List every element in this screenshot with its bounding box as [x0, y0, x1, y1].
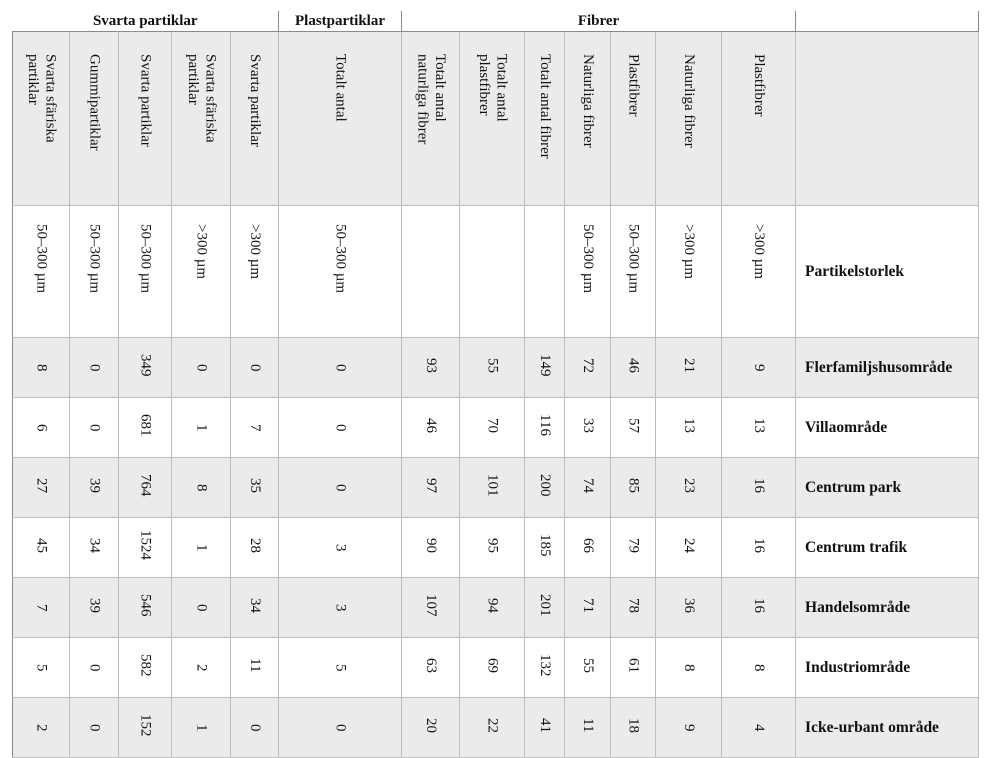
row-label: Centrum park — [796, 458, 979, 518]
row-label: Centrum trafik — [796, 518, 979, 578]
table-cell — [722, 578, 796, 638]
cell-value: 74 — [580, 477, 597, 493]
table-cell — [525, 398, 565, 458]
cell-value: 0 — [86, 663, 103, 671]
cell-value: 149 — [537, 353, 554, 377]
cell-value: 0 — [193, 603, 210, 611]
cell-value: 55 — [484, 357, 501, 373]
table-cell — [279, 698, 402, 758]
table-cell — [460, 518, 525, 578]
table-cell — [656, 398, 722, 458]
table-cell — [611, 638, 656, 698]
table-cell — [70, 458, 119, 518]
row-label: Handelsområde — [796, 578, 979, 638]
table-cell — [13, 698, 70, 758]
cell-value: 94 — [484, 597, 501, 613]
column-header-cell — [402, 32, 460, 206]
table-cell — [279, 578, 402, 638]
cell-value: 6 — [33, 423, 50, 431]
table-cell — [565, 338, 611, 398]
cell-value: 28 — [247, 537, 264, 553]
particle-size-label: Partikelstorlek — [796, 206, 979, 338]
table-cell — [172, 638, 231, 698]
row-label-header-cell — [796, 32, 979, 206]
table-cell — [611, 518, 656, 578]
group-fibrer: Fibrer — [402, 11, 796, 32]
table-cell — [402, 398, 460, 458]
cell-value: 16 — [751, 477, 768, 493]
column-header-cell — [460, 32, 525, 206]
column-header-label: Totalt antal fibrer — [537, 54, 554, 159]
cell-value: 24 — [681, 537, 698, 553]
cell-value: 39 — [86, 477, 103, 493]
table-cell — [722, 518, 796, 578]
cell-value: 36 — [681, 597, 698, 613]
cell-value: 85 — [625, 477, 642, 493]
particle-size-value: 50–300 µm — [137, 224, 154, 294]
table-cell — [525, 578, 565, 638]
cell-value: 78 — [625, 597, 642, 613]
column-header-label: Naturliga fibrer — [681, 54, 698, 148]
table-cell — [565, 638, 611, 698]
table-cell — [402, 698, 460, 758]
cell-value: 21 — [681, 357, 698, 373]
table-cell — [525, 698, 565, 758]
table-cell — [119, 458, 172, 518]
column-header-label: Plastfibrer — [751, 54, 768, 117]
particle-size-value: >300 µm — [193, 224, 210, 280]
cell-value: 7 — [33, 603, 50, 611]
table-cell — [565, 698, 611, 758]
table-cell — [172, 398, 231, 458]
cell-value: 33 — [580, 417, 597, 433]
cell-value: 7 — [247, 423, 264, 431]
particle-size-value: 50–300 µm — [33, 224, 50, 294]
table-cell — [460, 698, 525, 758]
cell-value: 152 — [137, 713, 154, 737]
table-cell — [460, 458, 525, 518]
table-cell — [231, 398, 279, 458]
table-cell — [656, 458, 722, 518]
table-cell — [231, 578, 279, 638]
column-header-cell — [565, 32, 611, 206]
particle-size-value: >300 µm — [681, 224, 698, 280]
table-cell — [722, 638, 796, 698]
cell-value: 1 — [193, 723, 210, 731]
table-cell — [611, 578, 656, 638]
table-cell — [13, 458, 70, 518]
table-cell — [279, 458, 402, 518]
table-cell — [565, 398, 611, 458]
column-header-cell — [656, 32, 722, 206]
cell-value: 13 — [681, 417, 698, 433]
cell-value: 11 — [247, 657, 264, 673]
cell-value: 3 — [332, 543, 349, 551]
cell-value: 34 — [247, 597, 264, 613]
cell-value: 1524 — [137, 530, 154, 560]
table-cell — [722, 398, 796, 458]
cell-value: 72 — [580, 357, 597, 373]
cell-value: 8 — [193, 483, 210, 491]
particle-size-cell — [611, 206, 656, 338]
cell-value: 185 — [537, 533, 554, 557]
cell-value: 8 — [681, 663, 698, 671]
particle-size-cell — [402, 206, 460, 338]
cell-value: 0 — [86, 363, 103, 371]
cell-value: 46 — [423, 417, 440, 433]
column-header-cell — [119, 32, 172, 206]
table-cell — [656, 698, 722, 758]
cell-value: 16 — [751, 597, 768, 613]
cell-value: 95 — [484, 537, 501, 553]
table-cell — [231, 698, 279, 758]
particle-size-value: 50–300 µm — [86, 224, 103, 294]
table-cell — [231, 458, 279, 518]
column-header-cell — [722, 32, 796, 206]
table-cell — [70, 578, 119, 638]
cell-value: 5 — [33, 663, 50, 671]
table-cell — [119, 698, 172, 758]
cell-value: 55 — [580, 657, 597, 673]
table-cell — [402, 458, 460, 518]
cell-value: 93 — [423, 357, 440, 373]
table-cell — [279, 518, 402, 578]
cell-value: 18 — [625, 717, 642, 733]
cell-value: 0 — [86, 423, 103, 431]
group-header-row — [13, 11, 979, 32]
table-cell — [231, 338, 279, 398]
cell-value: 107 — [423, 593, 440, 617]
cell-value: 764 — [137, 473, 154, 497]
table-cell — [525, 518, 565, 578]
particle-size-cell — [231, 206, 279, 338]
cell-value: 90 — [423, 537, 440, 553]
particle-size-cell — [460, 206, 525, 338]
table-cell — [565, 518, 611, 578]
table-cell — [13, 638, 70, 698]
cell-value: 1 — [193, 423, 210, 431]
column-header-label: Svarta partiklar — [137, 54, 154, 147]
cell-value: 8 — [33, 363, 50, 371]
table-row — [13, 578, 979, 638]
table-row — [13, 338, 979, 398]
table-cell — [70, 398, 119, 458]
table-cell — [402, 578, 460, 638]
cell-value: 22 — [484, 717, 501, 733]
particle-table — [12, 11, 979, 758]
column-header-row — [13, 32, 979, 206]
cell-value: 0 — [247, 363, 264, 371]
cell-value: 34 — [86, 537, 103, 553]
table-cell — [611, 338, 656, 398]
cell-value: 0 — [86, 723, 103, 731]
column-header-label: Svarta partiklar — [247, 54, 264, 147]
table-cell — [119, 638, 172, 698]
table-cell — [172, 578, 231, 638]
cell-value: 3 — [332, 603, 349, 611]
table-cell — [279, 638, 402, 698]
column-header-cell — [172, 32, 231, 206]
table-cell — [119, 338, 172, 398]
row-label: Flerfamiljshusområde — [796, 338, 979, 398]
table-cell — [565, 458, 611, 518]
column-header-label: Svarta sfäriska partiklar — [25, 54, 59, 143]
column-header-cell — [525, 32, 565, 206]
cell-value: 9 — [751, 363, 768, 371]
cell-value: 2 — [193, 663, 210, 671]
particle-size-cell — [172, 206, 231, 338]
cell-value: 0 — [332, 723, 349, 731]
table-cell — [231, 638, 279, 698]
cell-value: 132 — [537, 653, 554, 677]
table-cell — [70, 698, 119, 758]
table-cell — [525, 458, 565, 518]
cell-value: 79 — [625, 537, 642, 553]
cell-value: 70 — [484, 417, 501, 433]
particle-size-cell — [70, 206, 119, 338]
particle-size-value: 50–300 µm — [332, 224, 349, 294]
cell-value: 41 — [537, 717, 554, 733]
row-label: Villaområde — [796, 398, 979, 458]
particle-size-cell — [565, 206, 611, 338]
column-header-label: Totalt antal naturliga fibrer — [414, 54, 448, 145]
table-cell — [119, 518, 172, 578]
cell-value: 1 — [193, 543, 210, 551]
table-cell — [525, 338, 565, 398]
cell-value: 97 — [423, 477, 440, 493]
column-header-label: Gummipartiklar — [86, 54, 103, 151]
table-cell — [70, 518, 119, 578]
table-cell — [656, 338, 722, 398]
cell-value: 57 — [625, 417, 642, 433]
particle-size-value: 50–300 µm — [580, 224, 597, 294]
cell-value: 20 — [423, 717, 440, 733]
table-cell — [656, 638, 722, 698]
table-cell — [402, 638, 460, 698]
particle-size-cell — [656, 206, 722, 338]
column-header-cell — [611, 32, 656, 206]
column-header-cell — [13, 32, 70, 206]
particle-size-cell — [279, 206, 402, 338]
table-row — [13, 518, 979, 578]
cell-value: 16 — [751, 537, 768, 553]
cell-value: 35 — [247, 477, 264, 493]
cell-value: 27 — [33, 477, 50, 493]
table-cell — [611, 698, 656, 758]
column-header-label: Plastfibrer — [625, 54, 642, 117]
table-cell — [722, 338, 796, 398]
table-row — [13, 398, 979, 458]
table-cell — [656, 518, 722, 578]
table-cell — [13, 398, 70, 458]
table-row — [13, 638, 979, 698]
table-cell — [460, 578, 525, 638]
cell-value: 546 — [137, 593, 154, 617]
cell-value: 63 — [423, 657, 440, 673]
cell-value: 13 — [751, 417, 768, 433]
cell-value: 66 — [580, 537, 597, 553]
table-cell — [279, 398, 402, 458]
cell-value: 101 — [484, 473, 501, 497]
table-cell — [231, 518, 279, 578]
group-empty — [796, 11, 979, 32]
particle-size-value: >300 µm — [247, 224, 264, 280]
row-label: Icke-urbant område — [796, 698, 979, 758]
table-cell — [460, 638, 525, 698]
particle-size-row — [13, 206, 979, 338]
cell-value: 11 — [580, 717, 597, 733]
table-cell — [172, 518, 231, 578]
table-cell — [70, 638, 119, 698]
particle-size-value: 50–300 µm — [625, 224, 642, 294]
table-cell — [525, 638, 565, 698]
table-cell — [611, 458, 656, 518]
cell-value: 0 — [247, 723, 264, 731]
cell-value: 39 — [86, 597, 103, 613]
column-header-label: Totalt antal — [332, 54, 349, 122]
table-cell — [460, 338, 525, 398]
table-cell — [402, 518, 460, 578]
table-cell — [172, 338, 231, 398]
cell-value: 0 — [193, 363, 210, 371]
cell-value: 0 — [332, 423, 349, 431]
column-header-label: Naturliga fibrer — [580, 54, 597, 148]
table-cell — [13, 578, 70, 638]
particle-size-value: >300 µm — [751, 224, 768, 280]
cell-value: 45 — [33, 537, 50, 553]
group-plastpartiklar: Plastpartiklar — [279, 11, 402, 32]
table-row — [13, 698, 979, 758]
table-cell — [402, 338, 460, 398]
table-cell — [13, 338, 70, 398]
table-cell — [611, 398, 656, 458]
cell-value: 0 — [332, 363, 349, 371]
table-cell — [70, 338, 119, 398]
particle-size-cell — [525, 206, 565, 338]
column-header-cell — [279, 32, 402, 206]
cell-value: 9 — [681, 723, 698, 731]
cell-value: 0 — [332, 483, 349, 491]
cell-value: 46 — [625, 357, 642, 373]
table-cell — [13, 518, 70, 578]
column-header-cell — [231, 32, 279, 206]
cell-value: 349 — [137, 353, 154, 377]
row-label: Industriområde — [796, 638, 979, 698]
cell-value: 61 — [625, 657, 642, 673]
column-header-label: Totalt antal plastfibrer — [476, 54, 510, 122]
cell-value: 200 — [537, 473, 554, 497]
column-header-label: Svarta sfäriska partiklar — [185, 54, 219, 143]
column-header-cell — [70, 32, 119, 206]
cell-value: 8 — [751, 663, 768, 671]
table-cell — [565, 578, 611, 638]
group-svarta-partiklar: Svarta partiklar — [13, 11, 279, 32]
table-cell — [656, 578, 722, 638]
table-cell — [460, 398, 525, 458]
particle-size-cell — [722, 206, 796, 338]
table-cell — [722, 458, 796, 518]
cell-value: 2 — [33, 723, 50, 731]
table-cell — [722, 698, 796, 758]
particle-size-cell — [13, 206, 70, 338]
cell-value: 23 — [681, 477, 698, 493]
table-cell — [119, 398, 172, 458]
table-cell — [279, 338, 402, 398]
table-cell — [119, 578, 172, 638]
table-row — [13, 458, 979, 518]
cell-value: 116 — [537, 414, 554, 436]
cell-value: 582 — [137, 653, 154, 677]
cell-value: 681 — [137, 413, 154, 437]
cell-value: 201 — [537, 593, 554, 617]
cell-value: 4 — [751, 723, 768, 731]
table-cell — [172, 458, 231, 518]
table-cell — [172, 698, 231, 758]
cell-value: 5 — [332, 663, 349, 671]
cell-value: 71 — [580, 597, 597, 613]
cell-value: 69 — [484, 657, 501, 673]
particle-size-cell — [119, 206, 172, 338]
